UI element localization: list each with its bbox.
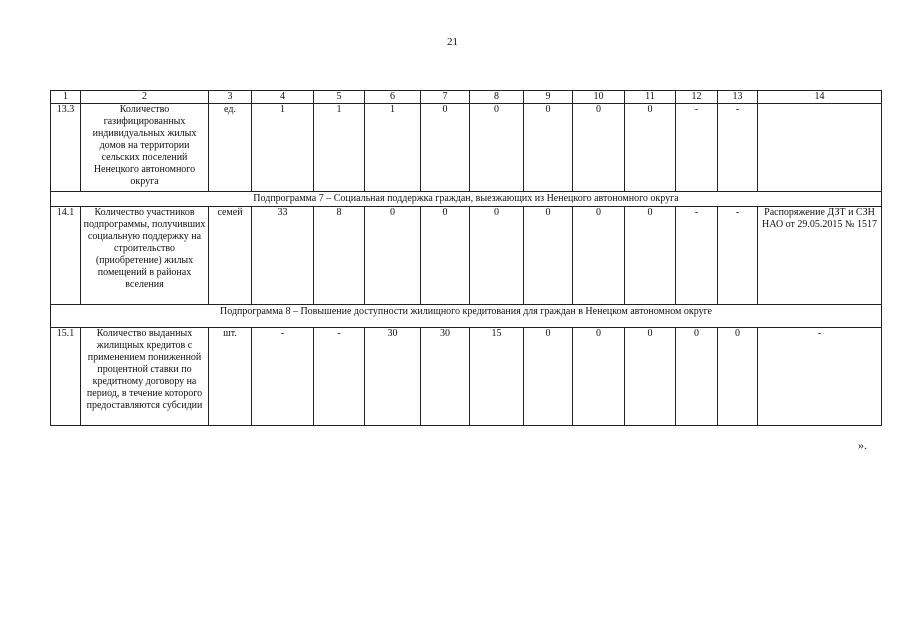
value-cell: 0 bbox=[573, 328, 625, 426]
unit-cell: ед. bbox=[209, 104, 252, 192]
value-cell: 30 bbox=[421, 328, 470, 426]
table-row bbox=[51, 207, 882, 305]
column-number: 3 bbox=[209, 91, 252, 104]
value-cell: 0 bbox=[524, 207, 573, 305]
column-number: 7 bbox=[421, 91, 470, 104]
value-cell: 0 bbox=[365, 207, 421, 305]
value-cell: - bbox=[718, 207, 758, 305]
value-cell: 0 bbox=[625, 104, 676, 192]
value-cell: 0 bbox=[470, 207, 524, 305]
closing-quote-mark: ». bbox=[858, 438, 867, 452]
value-cell: 0 bbox=[421, 104, 470, 192]
row-id: 15.1 bbox=[51, 328, 81, 426]
column-number: 14 bbox=[758, 91, 882, 104]
table-row bbox=[51, 328, 882, 426]
value-cell: 0 bbox=[718, 328, 758, 426]
value-cell: 0 bbox=[421, 207, 470, 305]
value-cell: 8 bbox=[314, 207, 365, 305]
page-number: 21 bbox=[447, 36, 458, 48]
unit-cell: шт. bbox=[209, 328, 252, 426]
subprogram-title: Подпрограмма 7 – Социальная поддержка граждан, выезжающих из Ненецкого автономного округа bbox=[51, 192, 882, 207]
column-number: 2 bbox=[81, 91, 209, 104]
indicator-name: Количество выданных жилищных кредитов с применением пониженной процентной ставки по кредитному договору на период, в течение которого предоставляются субсидии bbox=[81, 328, 209, 426]
value-cell: 33 bbox=[252, 207, 314, 305]
value-cell: 0 bbox=[573, 207, 625, 305]
subprogram-row bbox=[51, 192, 882, 207]
value-cell: 0 bbox=[625, 207, 676, 305]
value-cell: 1 bbox=[252, 104, 314, 192]
value-cell: 0 bbox=[470, 104, 524, 192]
subprogram-row bbox=[51, 305, 882, 328]
value-cell: 0 bbox=[676, 328, 718, 426]
value-cell: 0 bbox=[625, 328, 676, 426]
column-number: 1 bbox=[51, 91, 81, 104]
unit-cell: семей bbox=[209, 207, 252, 305]
column-number: 4 bbox=[252, 91, 314, 104]
column-number: 12 bbox=[676, 91, 718, 104]
value-cell: - bbox=[314, 328, 365, 426]
indicator-name: Количество участников подпрограммы, получивших социальную поддержку на строительство (приобретение) жилых помещений в районах вселения bbox=[81, 207, 209, 305]
value-cell: - bbox=[676, 104, 718, 192]
value-cell: 0 bbox=[524, 328, 573, 426]
column-number-row bbox=[51, 91, 882, 104]
row-id: 14.1 bbox=[51, 207, 81, 305]
note-cell: Распоряжение ДЗТ и СЗН НАО от 29.05.2015 № 1517 bbox=[758, 207, 882, 305]
row-id: 13.3 bbox=[51, 104, 81, 192]
value-cell: - bbox=[676, 207, 718, 305]
indicators-table bbox=[50, 90, 882, 426]
value-cell: 0 bbox=[573, 104, 625, 192]
column-number: 8 bbox=[470, 91, 524, 104]
column-number: 10 bbox=[573, 91, 625, 104]
value-cell: 1 bbox=[314, 104, 365, 192]
value-cell: 1 bbox=[365, 104, 421, 192]
value-cell: 30 bbox=[365, 328, 421, 426]
value-cell: - bbox=[718, 104, 758, 192]
column-number: 9 bbox=[524, 91, 573, 104]
value-cell: - bbox=[252, 328, 314, 426]
note-cell bbox=[758, 104, 882, 192]
column-number: 6 bbox=[365, 91, 421, 104]
value-cell: 15 bbox=[470, 328, 524, 426]
subprogram-title: Подпрограмма 8 – Повышение доступности жилищного кредитования для граждан в Ненецком автономном округе bbox=[51, 305, 882, 328]
table-row bbox=[51, 104, 882, 192]
indicator-name: Количество газифицированных индивидуальных жилых домов на территории сельских поселений Ненецкого автономного округа bbox=[81, 104, 209, 192]
column-number: 13 bbox=[718, 91, 758, 104]
value-cell: 0 bbox=[524, 104, 573, 192]
note-cell: - bbox=[758, 328, 882, 426]
column-number: 5 bbox=[314, 91, 365, 104]
column-number: 11 bbox=[625, 91, 676, 104]
